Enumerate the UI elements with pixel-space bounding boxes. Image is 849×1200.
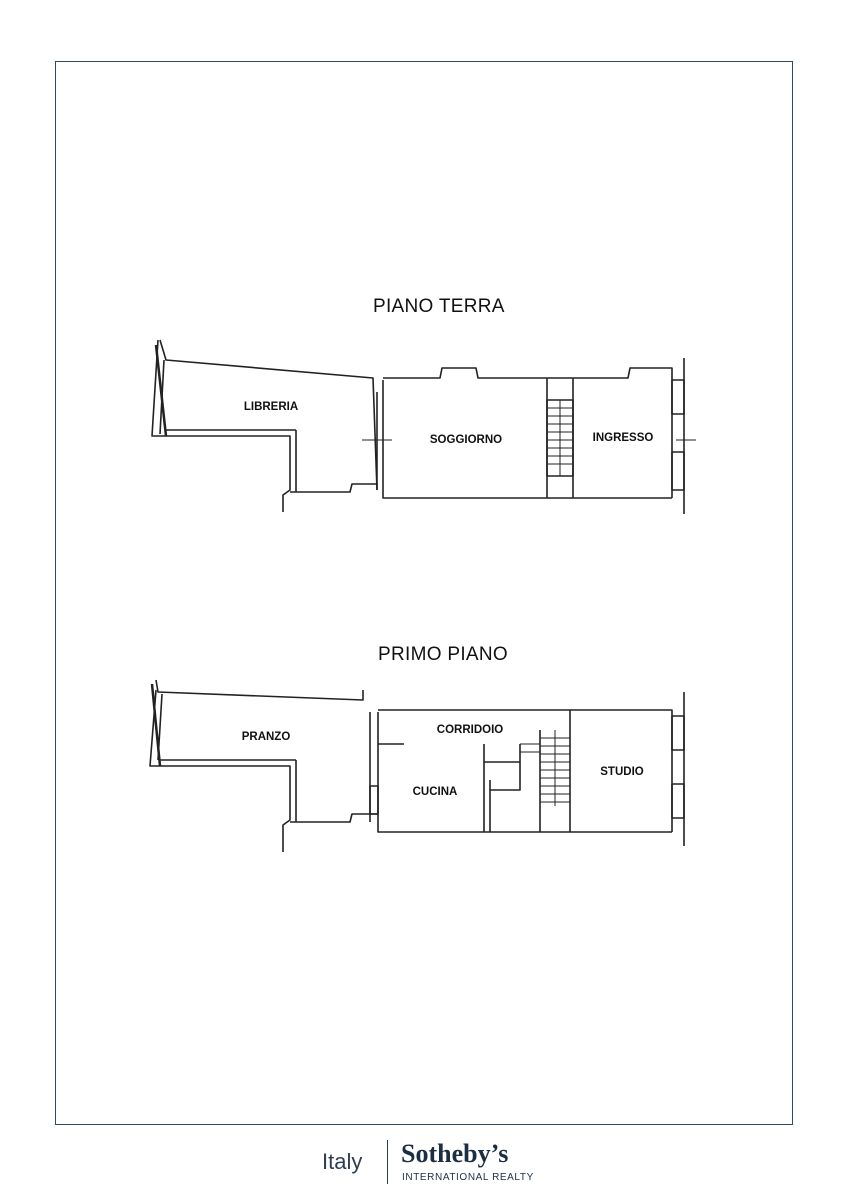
- brand-logo-name: Sotheby’s: [401, 1139, 509, 1168]
- room-label-libreria: LIBRERIA: [243, 401, 299, 413]
- room-label-soggiorno: SOGGIORNO: [429, 434, 503, 446]
- room-label-studio: STUDIO: [600, 766, 644, 778]
- room-label-corridoio: CORRIDOIO: [436, 724, 504, 736]
- brand-divider: [387, 1140, 388, 1184]
- room-label-ingresso: INGRESSO: [592, 432, 654, 444]
- room-label-pranzo: PRANZO: [241, 731, 291, 743]
- room-label-cucina: CUCINA: [412, 786, 458, 798]
- ground-floor-plan: [152, 340, 696, 514]
- floor-title-first: PRIMO PIANO: [378, 644, 508, 665]
- brand-logo-subtitle: INTERNATIONAL REALTY: [402, 1172, 534, 1183]
- floor-title-ground: PIANO TERRA: [373, 296, 505, 317]
- brand-country: Italy: [322, 1149, 363, 1174]
